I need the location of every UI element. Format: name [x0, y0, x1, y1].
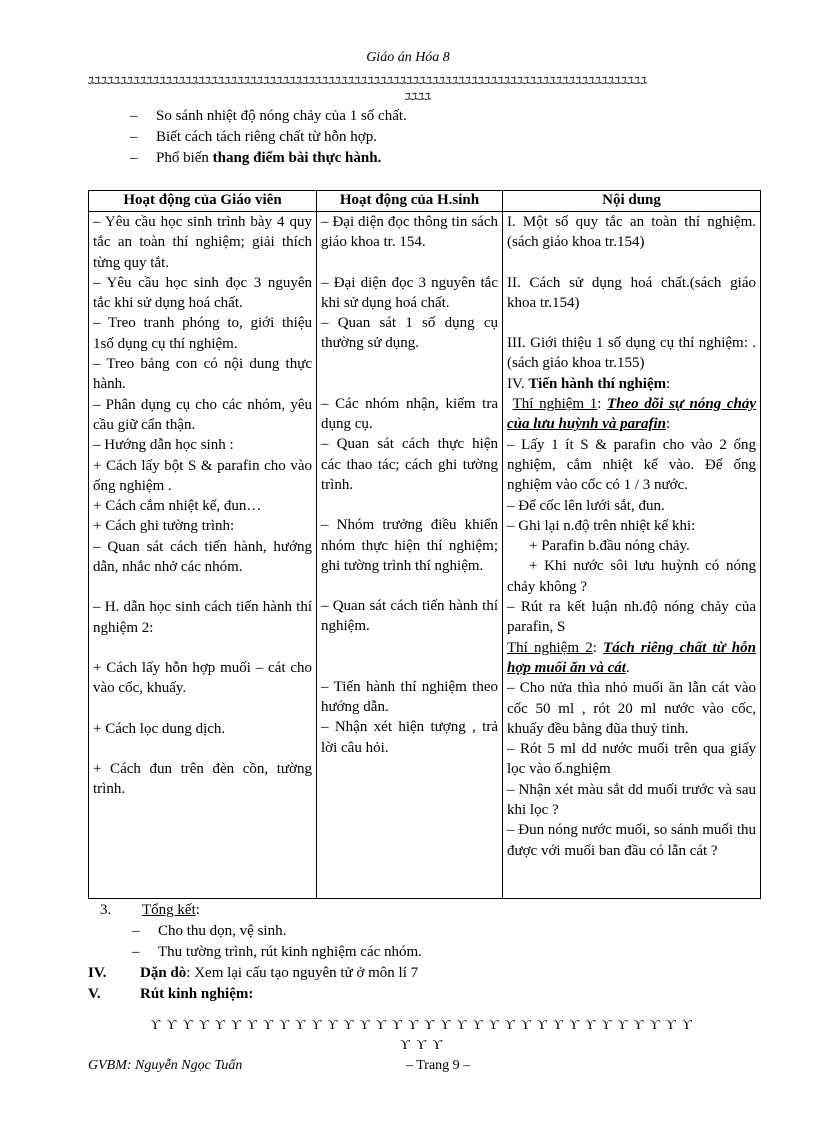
objective-text: So sánh nhiệt độ nóng chảy của 1 số chất.	[156, 108, 407, 124]
header-ornament-tail: ﾕﾕﾕﾕ	[405, 89, 431, 104]
teacher-item: + Cách ghi tường trình:	[93, 518, 235, 535]
teacher-item: + Cách lấy hỗn hợp muối – cát cho vào cốc, khuấy.	[93, 659, 312, 697]
header-content: Nội dung	[503, 191, 761, 212]
homework-number: IV.	[88, 965, 107, 981]
objectives-list	[130, 106, 407, 169]
content-item: I. Một số quy tắc an toàn thí nghiệm. (sách giáo khoa tr.154)	[507, 214, 756, 251]
objective-text-bold: thang điểm bài thực hành.	[212, 150, 382, 166]
homework-line	[88, 963, 422, 984]
summary-item	[88, 921, 422, 942]
teacher-item: + Cách cắm nhiệt kế, đun…	[93, 498, 262, 515]
experiment-1-end: :	[666, 416, 671, 433]
header-ornament-row: ﾕﾕﾕﾕﾕﾕﾕﾕﾕﾕﾕﾕﾕﾕﾕﾕﾕﾕﾕﾕﾕﾕﾕﾕﾕﾕﾕﾕﾕﾕﾕﾕﾕﾕﾕﾕﾕﾕﾕﾕﾕﾕﾕﾕﾕﾕﾕﾕﾕﾕﾕﾕﾕﾕﾕﾕﾕﾕﾕﾕﾕﾕﾕﾕﾕﾕﾕﾕﾕﾕﾕﾕﾕﾕﾕﾕﾕﾕﾕﾕﾕﾕﾕﾕﾕﾕ	[88, 73, 647, 88]
content-subitem: + Khi nước sôi lưu huỳnh có nóng chảy không ?	[507, 558, 756, 595]
homework-label: Dặn dò	[140, 965, 187, 981]
homework-text: : Xem lại cấu tạo nguyên tử ở môn lí 7	[186, 965, 419, 981]
footer-ornament-tail: ϒϒϒ	[399, 1038, 449, 1053]
page-number: – Trang 9 –	[406, 1058, 471, 1073]
experiment-1-label: Thí nghiệm 1	[512, 396, 598, 413]
page-header-title: Giáo án Hóa 8	[366, 50, 450, 65]
student-item: – Nhóm trưởng điều khiển nhóm thực hiện thí nghiệm; ghi tường trình thí nghiệm.	[321, 517, 498, 574]
section-title: Tiến hành thí nghiệm	[528, 375, 667, 392]
bullet-dash: –	[132, 923, 140, 939]
teacher-item: + Cách lấy bột S & parafin cho vào ống nghiệm .	[93, 457, 312, 494]
header-teacher: Hoạt động của Giáo viên	[89, 191, 317, 212]
bullet-dash: –	[130, 108, 138, 124]
section-colon: :	[666, 375, 671, 392]
table-row	[89, 212, 761, 899]
lesson-summary	[88, 900, 422, 1005]
teacher-item: – Treo tranh phóng to, giới thiệu 1số dụng cụ thí nghiệm.	[93, 315, 312, 352]
teacher-item: – Quan sát cách tiến hành, hướng dẫn, nhắc nhở các nhóm.	[93, 538, 312, 576]
content-item: III. Giới thiệu 1 số dụng cụ thí nghiệm: .(sách giáo khoa tr.155)	[507, 335, 756, 372]
footer-ornament	[88, 1016, 760, 1056]
content-item: – Cho nửa thìa nhỏ muối ăn lẫn cát vào cốc 50 ml , rót 20 ml nước vào cốc, khuấy đều bằng đũa thuỷ tinh.	[507, 680, 756, 737]
summary-title: Tổng kết	[142, 902, 196, 918]
experiment-1-title: Theo dõi sự nóng chảy của lưu huỳnh và parafin	[507, 396, 756, 433]
content-column	[503, 212, 761, 899]
experiment-2-heading	[507, 638, 756, 679]
experience-line	[88, 984, 422, 1005]
objective-item	[130, 106, 407, 127]
student-item: – Quan sát 1 số dụng cụ thường sử dụng.	[321, 315, 498, 352]
table-header-row	[89, 191, 761, 212]
content-item: II. Cách sử dụng hoá chất.(sách giáo khoa tr.154)	[507, 274, 756, 311]
experiment-2-end: .	[625, 659, 630, 676]
teacher-name: GVBM: Nguyễn Ngọc Tuấn	[88, 1058, 243, 1073]
student-item: – Các nhóm nhận, kiểm tra dụng cụ.	[321, 395, 498, 433]
teacher-item: – Phân dụng cụ cho các nhóm, yêu cầu giữ cẩn thận.	[93, 396, 312, 433]
summary-colon: :	[195, 902, 200, 918]
teacher-item: – Treo bảng con có nội dung thực hành.	[93, 356, 312, 393]
teacher-column	[89, 212, 317, 899]
experiment-2-title: Tách riêng chất từ hỗn hợp muối ăn và cát	[507, 639, 756, 676]
experience-number: V.	[88, 986, 101, 1002]
objective-text	[156, 148, 381, 169]
content-item	[507, 556, 756, 597]
content-item	[507, 374, 756, 394]
teacher-item: – Hướng dẫn học sinh :	[93, 437, 234, 454]
student-item: – Quan sát cách tiến hành thí nghiệm.	[321, 598, 498, 635]
bullet-dash: –	[130, 150, 138, 166]
summary-number: 3.	[100, 902, 112, 918]
experiment-1-heading	[507, 394, 756, 435]
experience-label: Rút kinh nghiệm:	[140, 986, 254, 1002]
experiment-2-colon: :	[592, 639, 604, 656]
lesson-table	[88, 190, 761, 899]
summary-item-text: Cho thu dọn, vệ sinh.	[158, 923, 287, 939]
objective-text: Biết cách tách riêng chất từ hỗn hợp.	[156, 129, 377, 145]
student-column	[317, 212, 503, 899]
teacher-item: – H. dẫn học sinh cách tiến hành thí nghiệm 2:	[93, 599, 312, 636]
bullet-dash: –	[132, 944, 140, 960]
objective-item	[130, 127, 407, 148]
student-item: – Đại diện đọc 3 nguyên tắc khi sử dụng hoá chất.	[321, 274, 498, 311]
teacher-item: – Yêu cầu học sinh trình bày 4 quy tắc an toàn thí nghiệm; giải thích từng quy tắt.	[93, 214, 312, 271]
summary-item	[88, 942, 422, 963]
content-item: – Nhận xét màu sắt dd muối trước và sau khi lọc ?	[507, 781, 756, 819]
teacher-item: + Cách lọc dung dịch.	[93, 720, 226, 737]
content-item: – Lấy 1 ít S & parafin cho vào 2 ống nghiệm, cắm nhiệt kế vào. Để ống nghiệm vào cốc có 1 / 3 nước.	[507, 436, 756, 494]
objective-item	[130, 148, 407, 169]
teacher-item: – Yêu cầu học sinh đọc 3 nguyên tắc khi sử dụng hoá chất.	[93, 274, 312, 312]
content-item: + Parafin b.đầu nóng chảy.	[529, 538, 690, 555]
student-item: – Quan sát cách thực hiện các thao tác; cách ghi tường trình.	[321, 436, 498, 493]
student-item: – Đại diện đọc thông tin sách giáo khoa tr. 154.	[321, 214, 498, 251]
experiment-1-colon: :	[597, 396, 607, 413]
student-item: – Tiến hành thí nghiệm theo hướng dẫn.	[321, 678, 498, 716]
header-student: Hoạt động của H.sinh	[317, 191, 503, 212]
teacher-item: + Cách đun trên đèn cồn, tường trình.	[93, 760, 312, 798]
student-item: – Nhận xét hiện tượng , trả lời câu hỏi.	[321, 719, 498, 756]
content-item: – Để cốc lên lưới sắt, đun.	[507, 497, 665, 514]
section-number: IV.	[507, 375, 529, 392]
experiment-2-label: Thí nghiệm 2	[507, 639, 593, 656]
objective-text-plain: Phổ biến	[156, 150, 213, 166]
summary-item-text: Thu tường trình, rút kinh nghiệm các nhóm.	[158, 944, 422, 960]
footer-ornament-row: ϒϒϒϒϒϒϒϒϒϒϒϒϒϒϒϒϒϒϒϒϒϒϒϒϒϒϒϒϒϒϒϒϒϒ	[150, 1018, 698, 1033]
bullet-dash: –	[130, 129, 138, 145]
content-item: – Đun nóng nước muối, so sánh muối thu được với muối ban đầu có lẫn cát ?	[507, 822, 756, 859]
summary-heading	[88, 900, 422, 921]
content-item: – Rút ra kết luận nh.độ nóng chảy của parafin, S	[507, 599, 756, 636]
content-item: – Rót 5 ml dd nước muối trên qua giấy lọc vào ố.nghiệm	[507, 741, 756, 778]
content-item: – Ghi lại n.độ trên nhiệt kế khi:	[507, 517, 696, 534]
